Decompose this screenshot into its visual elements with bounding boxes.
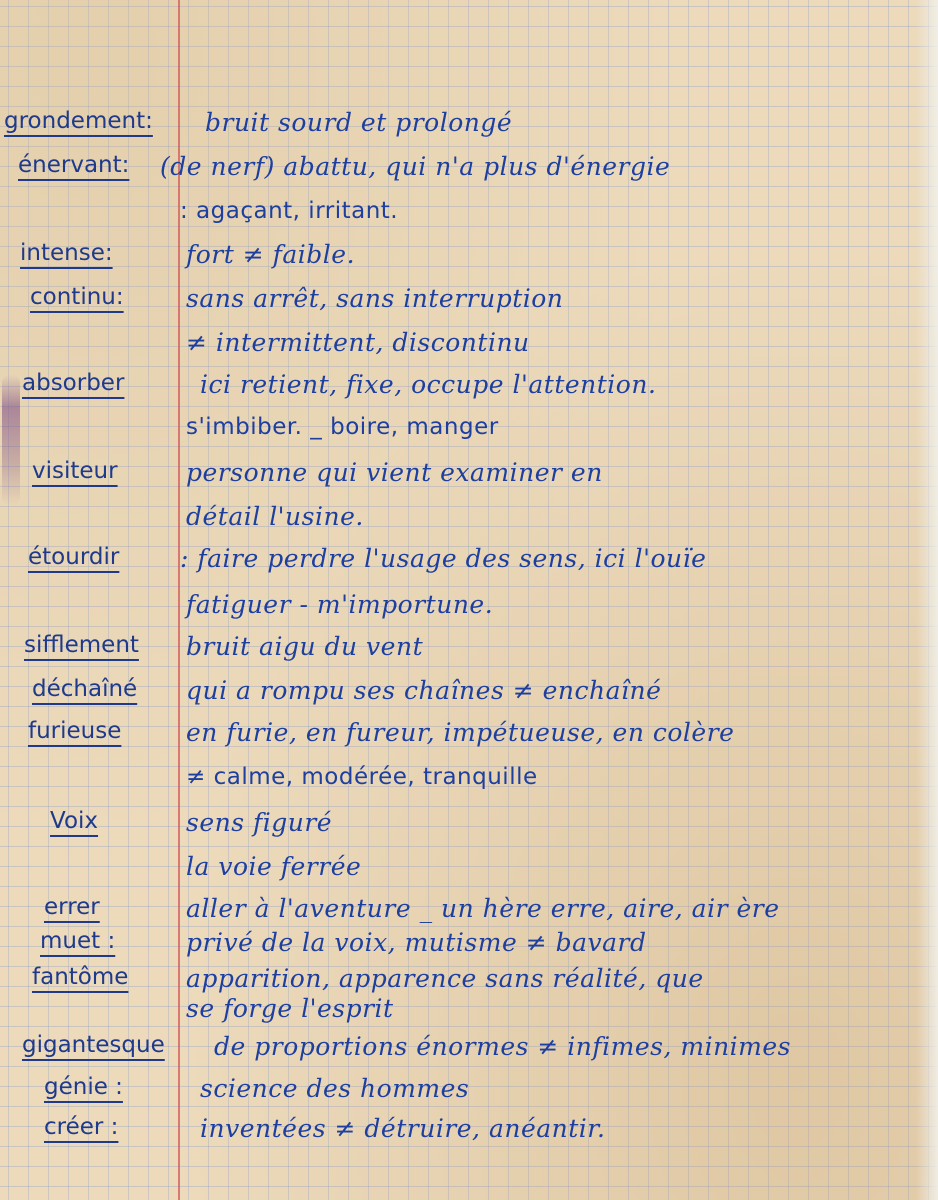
entry-etourdir-2 [0,590,930,630]
definition: en furie, en fureur, impétueuse, en colère [186,718,735,747]
term: énervant: [18,152,130,178]
entry-fantome-2 [0,994,930,1034]
term: sifflement [24,632,139,658]
entry-enervant-2 [0,198,930,238]
entry-absorber [0,370,930,410]
term: errer [44,894,100,920]
term: Voix [50,808,99,834]
definition: privé de la voix, mutisme ≠ bavard [186,928,647,957]
definition: ≠ calme, modérée, tranquille [186,764,538,790]
entry-furieuse [0,718,930,758]
entry-continu [0,284,930,324]
definition: personne qui vient examiner en [186,458,603,487]
term: continu: [30,284,124,310]
term: déchaîné [32,676,138,702]
definition: inventées ≠ détruire, anéantir. [200,1114,606,1143]
term: intense: [20,240,113,266]
definition: s'imbiber. _ boire, manger [186,414,499,440]
term: grondement: [4,108,153,134]
entry-grondement [0,108,930,148]
definition: de proportions énormes ≠ infimes, minimes [214,1032,791,1061]
term: fantôme [32,964,129,990]
entry-intense [0,240,930,280]
definition: (de nerf) abattu, qui n'a plus d'énergie [160,152,671,181]
entry-sifflement [0,632,930,672]
term: absorber [22,370,125,396]
entry-voix [0,808,930,848]
definition: détail l'usine. [186,502,364,531]
entry-visiteur [0,458,930,498]
term: muet : [40,928,116,954]
entry-dechaine [0,676,930,716]
definition: ici retient, fixe, occupe l'attention. [200,370,657,399]
entry-enervant [0,152,930,192]
entry-muet [0,928,930,968]
definition: qui a rompu ses chaînes ≠ enchaîné [186,676,662,705]
definition: ≠ intermittent, discontinu [186,328,530,357]
entry-etourdir [0,544,930,584]
term: gigantesque [22,1032,165,1058]
entry-gigantesque [0,1032,930,1072]
entry-continu-2 [0,328,930,368]
entry-voix-2 [0,852,930,892]
entry-furieuse-2 [0,764,930,804]
definition: apparition, apparence sans réalité, que [186,964,704,993]
definition: science des hommes [200,1074,470,1103]
entry-absorber-2 [0,414,930,454]
definition: bruit sourd et prolongé [205,108,513,137]
entry-creer [0,1114,930,1154]
definition: bruit aigu du vent [186,632,424,661]
term: furieuse [28,718,122,744]
definition: sans arrêt, sans interruption [186,284,564,313]
entry-genie [0,1074,930,1114]
definition: : faire perdre l'usage des sens, ici l'ouïe [180,544,707,573]
term: créer : [44,1114,119,1140]
definition: : agaçant, irritant. [180,198,399,224]
definition: fort ≠ faible. [186,240,356,269]
definition: se forge l'esprit [186,994,394,1023]
definition: aller à l'aventure _ un hère erre, aire, air ère [186,894,780,923]
definition: fatiguer - m'importune. [186,590,494,619]
term: visiteur [32,458,118,484]
term: génie : [44,1074,123,1100]
definition: sens figuré [186,808,333,837]
definition: la voie ferrée [186,852,362,881]
entry-visiteur-2 [0,502,930,542]
term: étourdir [28,544,120,570]
